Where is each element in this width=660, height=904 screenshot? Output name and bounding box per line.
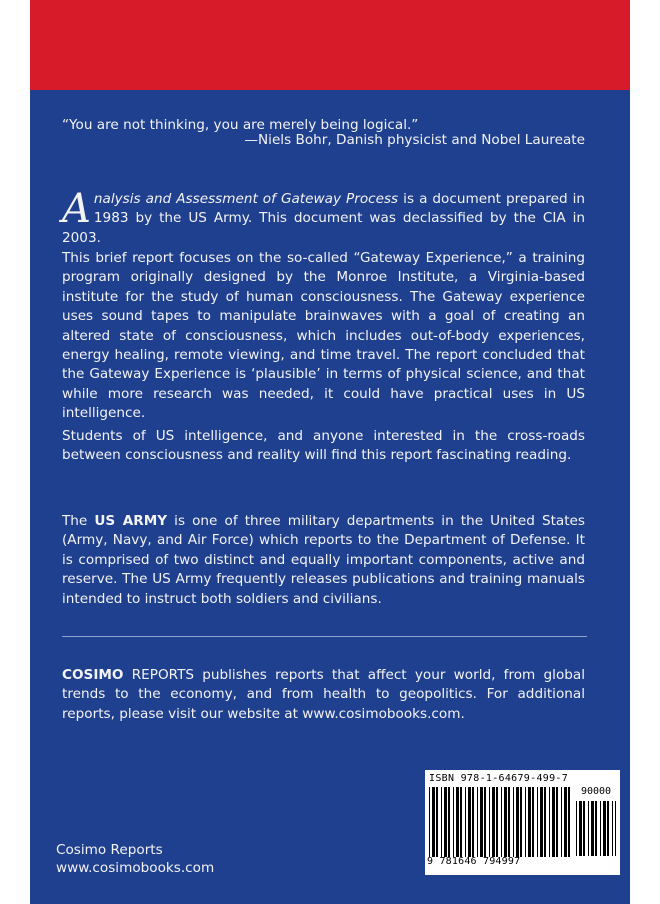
barcode-bar bbox=[576, 801, 577, 856]
epigraph-quote: “You are not thinking, you are merely being logical.” bbox=[62, 117, 419, 133]
barcode-bar bbox=[579, 801, 582, 856]
barcode-bars bbox=[429, 787, 573, 857]
price-code: 90000 bbox=[580, 786, 612, 797]
barcode-bar bbox=[441, 787, 442, 857]
barcode-bar bbox=[561, 787, 562, 857]
barcode-bar bbox=[501, 787, 502, 857]
cosimo-name: COSIMO bbox=[62, 667, 124, 683]
epigraph-attribution: —Niels Bohr, Danish physicist and Nobel Laureate bbox=[244, 132, 585, 148]
divider bbox=[62, 636, 587, 637]
students-paragraph: Students of US intelligence, and anyone interested in the cross-roads between consciousness and reality will find this report fascinating reading. bbox=[62, 428, 585, 464]
barcode-bar bbox=[525, 787, 526, 857]
barcode-bar bbox=[549, 787, 550, 857]
barcode-bar bbox=[612, 801, 613, 856]
barcode-bar bbox=[556, 787, 558, 857]
army-name: US ARMY bbox=[94, 513, 168, 529]
barcode-bar bbox=[588, 801, 589, 856]
barcode-bar bbox=[453, 787, 454, 857]
barcode-bar bbox=[460, 787, 462, 857]
army-paragraph bbox=[62, 512, 585, 609]
intro-paragraph bbox=[62, 186, 585, 248]
barcode-bar bbox=[520, 787, 522, 857]
barcode-bar bbox=[591, 801, 594, 856]
barcode-bar bbox=[528, 787, 531, 857]
barcode-bar bbox=[477, 787, 478, 857]
barcode-bar bbox=[615, 801, 616, 856]
barcode-bar bbox=[456, 787, 459, 857]
red-band bbox=[30, 0, 630, 90]
barcode-box bbox=[425, 770, 620, 875]
barcode-bar bbox=[504, 787, 507, 857]
barcode-bar bbox=[432, 787, 435, 857]
army-lead: The bbox=[62, 513, 95, 529]
cosimo-paragraph bbox=[62, 666, 585, 724]
barcode-bar bbox=[540, 787, 543, 857]
barcode-bar bbox=[516, 787, 519, 857]
barcode-bar bbox=[595, 801, 597, 856]
barcode-bar bbox=[537, 787, 538, 857]
barcode-bar bbox=[568, 787, 570, 857]
barcode-bar bbox=[552, 787, 555, 857]
gateway-paragraph: This brief report focuses on the so-called “Gateway Experience,” a training program originally designed by the Monroe Institute, a Virginia-based institute for the study of human consciousness. The Gateway experience uses sound tapes to manipulate brainwaves with a goal of creating an altered state of consciousness, which includes out-of-body experiences, energy healing, remote viewing, and time travel. The report concluded that the Gateway Experience is ‘plausible’ in terms of physical science, and that while more research was needed, it could have practical uses in US intelligence. bbox=[62, 250, 585, 422]
barcode-bar bbox=[508, 787, 510, 857]
back-cover bbox=[30, 0, 630, 904]
barcode-bar bbox=[448, 787, 450, 857]
cosimo-body: REPORTS publishes reports that affect your world, from global trends to the economy, and from health to geopolitics. For additional reports, please visit our website at www.cosimobooks.com. bbox=[62, 667, 585, 722]
publisher-name: Cosimo Reports bbox=[56, 842, 163, 858]
barcode-bar bbox=[465, 787, 466, 857]
barcode-bar bbox=[607, 801, 609, 856]
barcode-bar bbox=[436, 787, 438, 857]
intro-title: nalysis and Assessment of Gateway Process bbox=[93, 191, 399, 207]
army-body: is one of three military departments in the United States (Army, Navy, and Air Force) which reports to the Department of Defense. It is comprised of two distinct and equally important components, active and reserve. The US Army frequently releases publications and training manuals intended to instruct both soldiers and civilians. bbox=[62, 513, 586, 607]
isbn-text: ISBN 978-1-64679-499-7 bbox=[429, 773, 569, 784]
barcode-bar bbox=[583, 801, 585, 856]
barcode-bar bbox=[496, 787, 498, 857]
barcode-bar bbox=[492, 787, 495, 857]
barcode-bar bbox=[472, 787, 474, 857]
barcode-bar bbox=[444, 787, 447, 857]
drop-cap: A bbox=[62, 186, 91, 232]
barcode-bar bbox=[468, 787, 471, 857]
barcode-bar bbox=[544, 787, 546, 857]
publisher-url: www.cosimobooks.com bbox=[56, 860, 215, 876]
barcode-bar bbox=[429, 787, 430, 857]
barcode-digits: 9 781646 794997 bbox=[427, 856, 521, 867]
barcode-bar bbox=[513, 787, 514, 857]
barcode-bar bbox=[484, 787, 486, 857]
intro-body: is a document prepared in 1983 by the US Army. This document was declassified by the CIA in 2003. bbox=[62, 191, 585, 246]
barcode-bar bbox=[489, 787, 490, 857]
price-barcode-bars bbox=[576, 801, 616, 856]
barcode-bar bbox=[564, 787, 567, 857]
barcode-bar bbox=[603, 801, 606, 856]
barcode-bar bbox=[532, 787, 534, 857]
barcode-bar bbox=[480, 787, 483, 857]
barcode-bar bbox=[600, 801, 601, 856]
